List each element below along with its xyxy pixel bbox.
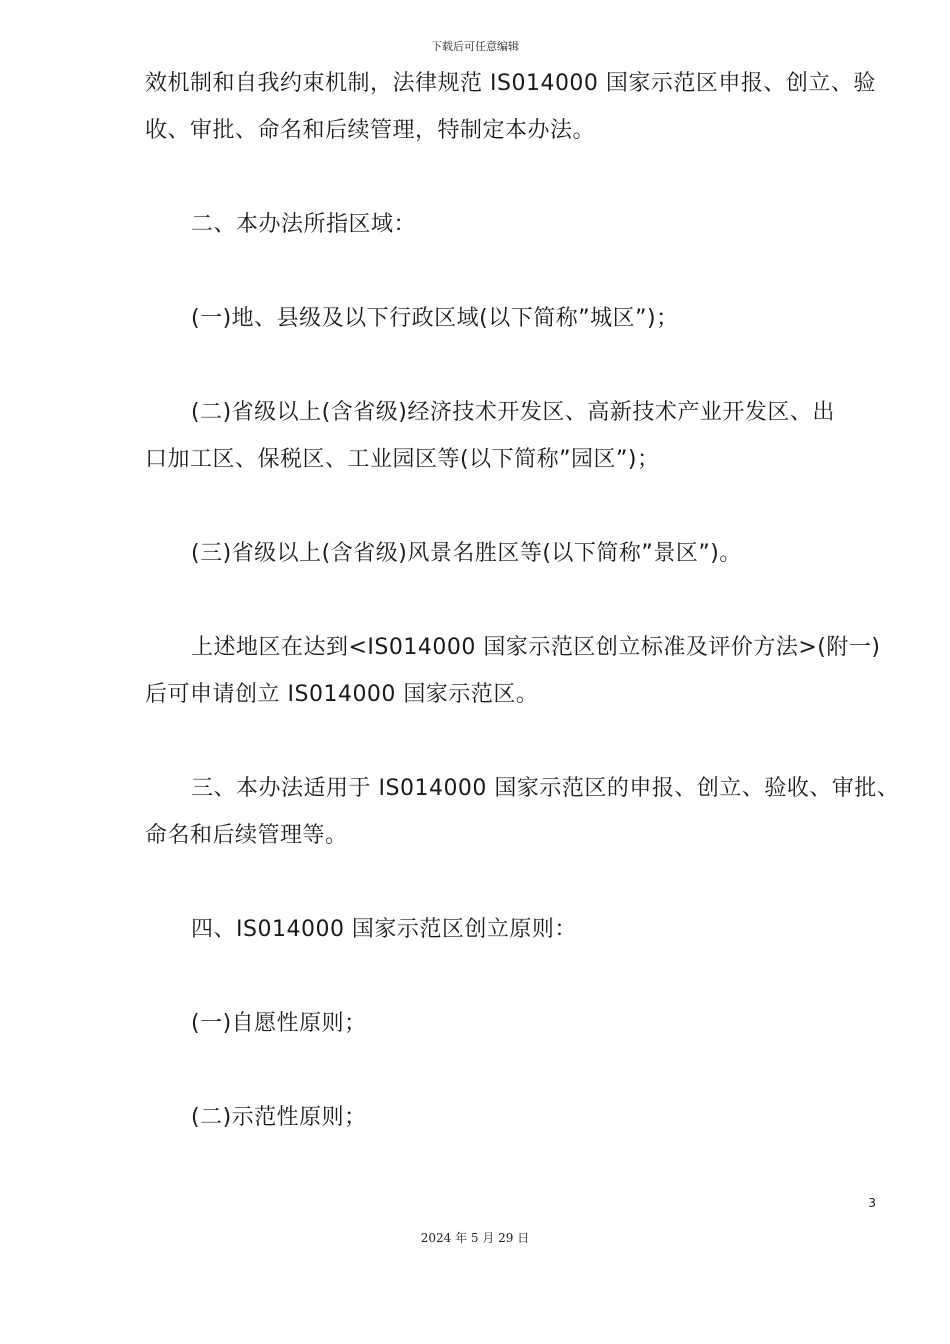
page-number: 3 <box>868 1196 876 1210</box>
section-heading: 三、本办法适用于 IS014000 国家示范区的申报、创立、验收、审批、 <box>191 776 900 801</box>
paragraph-line: 收、审批、命名和后续管理，特制定本办法。 <box>145 118 596 143</box>
paragraph-line: (二)省级以上(含省级)经济技术开发区、高新技术产业开发区、出 <box>191 400 835 425</box>
section-heading: 四、IS014000 国家示范区创立原则： <box>191 917 577 942</box>
paragraph-line: (三)省级以上(含省级)风景名胜区等(以下简称”景区”)。 <box>191 541 742 566</box>
paragraph-line: (一)地、县级及以下行政区域(以下简称”城区”)； <box>191 306 679 331</box>
paragraph-line: 上述地区在达到<IS014000 国家示范区创立标准及评价方法>(附一) <box>191 635 881 660</box>
paragraph-line: (一)自愿性原则； <box>191 1011 367 1036</box>
page-header: 下载后可任意编辑 <box>431 40 519 53</box>
paragraph-line: 后可申请创立 IS014000 国家示范区。 <box>145 682 539 707</box>
paragraph-line: 效机制和自我约束机制，法律规范 IS014000 国家示范区申报、创立、验 <box>145 71 876 96</box>
paragraph-line: 口加工区、保税区、工业园区等(以下简称”园区”)； <box>145 447 660 472</box>
paragraph-line: 命名和后续管理等。 <box>145 823 348 848</box>
section-heading: 二、本办法所指区域： <box>191 212 417 237</box>
page-footer-date: 2024 年 5 月 29 日 <box>420 1231 530 1245</box>
paragraph-line: (二)示范性原则； <box>191 1105 367 1130</box>
document-body <box>145 60 900 1141</box>
